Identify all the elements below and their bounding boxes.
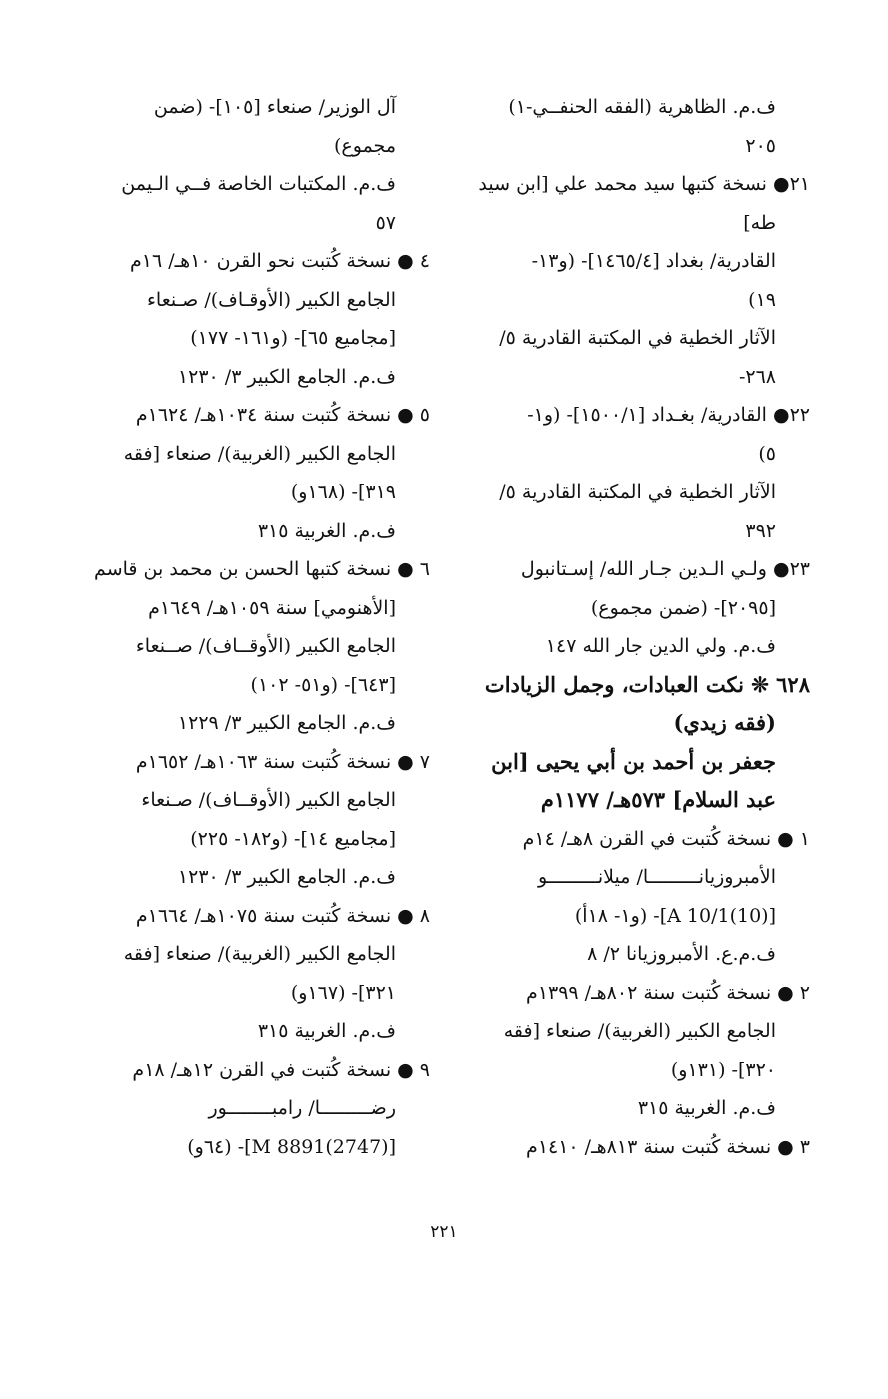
text-line: ٤ ● نسخة كُتبت نحو القرن ١٠هـ/ ١٦م xyxy=(129,250,430,272)
text-line: ٣٢١]- (١٦٧و) xyxy=(290,981,396,1004)
text-line: ف.م. الغربية ٣١٥ xyxy=(637,1097,776,1119)
text-line: ٣٩٢ xyxy=(745,519,776,542)
text-line: [٢٠٩٥]- (ضمن مجموع) xyxy=(590,596,776,619)
text-line: ٦ ● نسخة كتبها الحسن بن محمد بن قاسم xyxy=(94,558,430,580)
text-line: [مجاميع ٦٥]- (و١٦١- ١٧٧) xyxy=(190,327,396,349)
text-line: ٢٢● القادرية/ بغـداد [١٥٠٠/١]- (و١- xyxy=(527,404,810,426)
text-line: الجامع الكبير (الغربية)/ صنعاء [فقه xyxy=(123,442,396,465)
text-line: ٦٢٨ ❊ نكت العبادات، وجمل الزيادات xyxy=(484,671,810,697)
text-line: ٢٣● ولـي الـدين جـار الله/ إسـتانبول xyxy=(520,558,810,580)
text-line: الآثار الخطية في المكتبة القادرية ٥/ xyxy=(499,327,776,349)
text-line: [٦٤٣]- (و٥١- ١٠٢) xyxy=(250,673,396,696)
text-line: الجامع الكبير (الغربية)/ صنعاء [فقه xyxy=(503,1020,776,1042)
text-line: ف.م. الجامع الكبير ٣/ ١٢٢٩ xyxy=(177,712,396,734)
text-line: ٢٠٥ xyxy=(745,134,776,157)
text-line: ٥٧ xyxy=(375,211,396,234)
text-line: ٨ ● نسخة كُتبت سنة ١٠٧٥هـ/ ١٦٦٤م xyxy=(135,904,430,927)
text-line: ٢ ● نسخة كُتبت سنة ٨٠٢هـ/ ١٣٩٩م xyxy=(526,981,810,1004)
text-line: الجامع الكبير (الأوقــاف)/ صــنعاء xyxy=(135,635,396,657)
text-line: ٥) xyxy=(758,442,776,465)
text-line: القادرية/ بغداد [١٤٦٥/٤]- (و١٣- xyxy=(531,250,776,272)
text-line: الجامع الكبير (الأوقـاف)/ صـنعاء xyxy=(146,288,396,311)
text-line: ٩ ● نسخة كُتبت في القرن ١٢هـ/ ١٨م xyxy=(132,1058,430,1081)
right-column xyxy=(465,88,810,1166)
text-line: الأمبروزيانـــــــــا/ ميلانـــــــــو xyxy=(537,866,776,888)
text-line: [الأهنومي] سنة ١٠٥٩هـ/ ١٦٤٩م xyxy=(148,596,396,619)
text-line: ف.م. ولي الدين جار الله ١٤٧ xyxy=(545,635,776,657)
text-line: ٥ ● نسخة كُتبت سنة ١٠٣٤هـ/ ١٦٢٤م xyxy=(135,404,430,426)
text-line: الآثار الخطية في المكتبة القادرية ٥/ xyxy=(499,481,776,503)
text-line: [A 10/1(10)]- (و١- ١٨أ) xyxy=(574,904,776,927)
left-column xyxy=(82,88,430,1166)
text-line: ف.م. المكتبات الخاصة فــي الـيمن xyxy=(121,173,396,195)
text-line: (فقه زيدي) xyxy=(673,710,776,735)
text-line: ف.م. الغربية ٣١٥ xyxy=(257,1020,396,1042)
text-line: [M 8891(2747)]- (٦٤و) xyxy=(187,1135,396,1158)
text-line: الجامع الكبير (الغربية)/ صنعاء [فقه xyxy=(123,943,396,965)
text-line: ف.م. الظاهرية (الفقه الحنفــي-١) xyxy=(508,96,776,118)
text-line: طه] xyxy=(743,211,776,234)
text-line: ١ ● نسخة كُتبت في القرن ٨هـ/ ١٤م xyxy=(522,827,810,850)
text-line: ٢٦٨- xyxy=(738,365,776,388)
text-line: ف.م. الجامع الكبير ٣/ ١٢٣٠ xyxy=(177,365,396,388)
text-line: رضـــــــــا/ رامبــــــــور xyxy=(208,1097,396,1119)
text-line: ٣ ● نسخة كُتبت سنة ٨١٣هـ/ ١٤١٠م xyxy=(526,1135,810,1158)
text-line: ٢١● نسخة كتبها سيد محمد علي [ابن سيد xyxy=(478,173,810,195)
text-line: عبد السلام] ٥٧٣هـ/ ١١٧٧م xyxy=(540,787,776,812)
text-line: الجامع الكبير (الأوقــاف)/ صـنعاء xyxy=(141,789,396,811)
text-line: ف.م. الجامع الكبير ٣/ ١٢٣٠ xyxy=(177,866,396,888)
text-line: ف.م.ع. الأمبروزيانا ٢/ ٨ xyxy=(587,943,776,965)
text-line: جعفر بن أحمد بن أبي يحيى [ابن xyxy=(491,748,776,774)
text-line: ١٩) xyxy=(748,288,776,311)
text-line: ٧ ● نسخة كُتبت سنة ١٠٦٣هـ/ ١٦٥٢م xyxy=(135,750,430,773)
text-line: ف.م. الغربية ٣١٥ xyxy=(257,519,396,542)
text-line: آل الوزير/ صنعاء [١٠٥]- (ضمن xyxy=(153,96,396,118)
page-number: ٢٢١ xyxy=(430,1222,458,1242)
text-line: مجموع) xyxy=(334,134,396,157)
text-line: ٣١٩]- (١٦٨و) xyxy=(290,481,396,503)
text-line: ٣٢٠]- (١٣١و) xyxy=(670,1058,776,1081)
text-line: [مجاميع ١٤]- (و١٨٢- ٢٢٥) xyxy=(190,827,396,850)
